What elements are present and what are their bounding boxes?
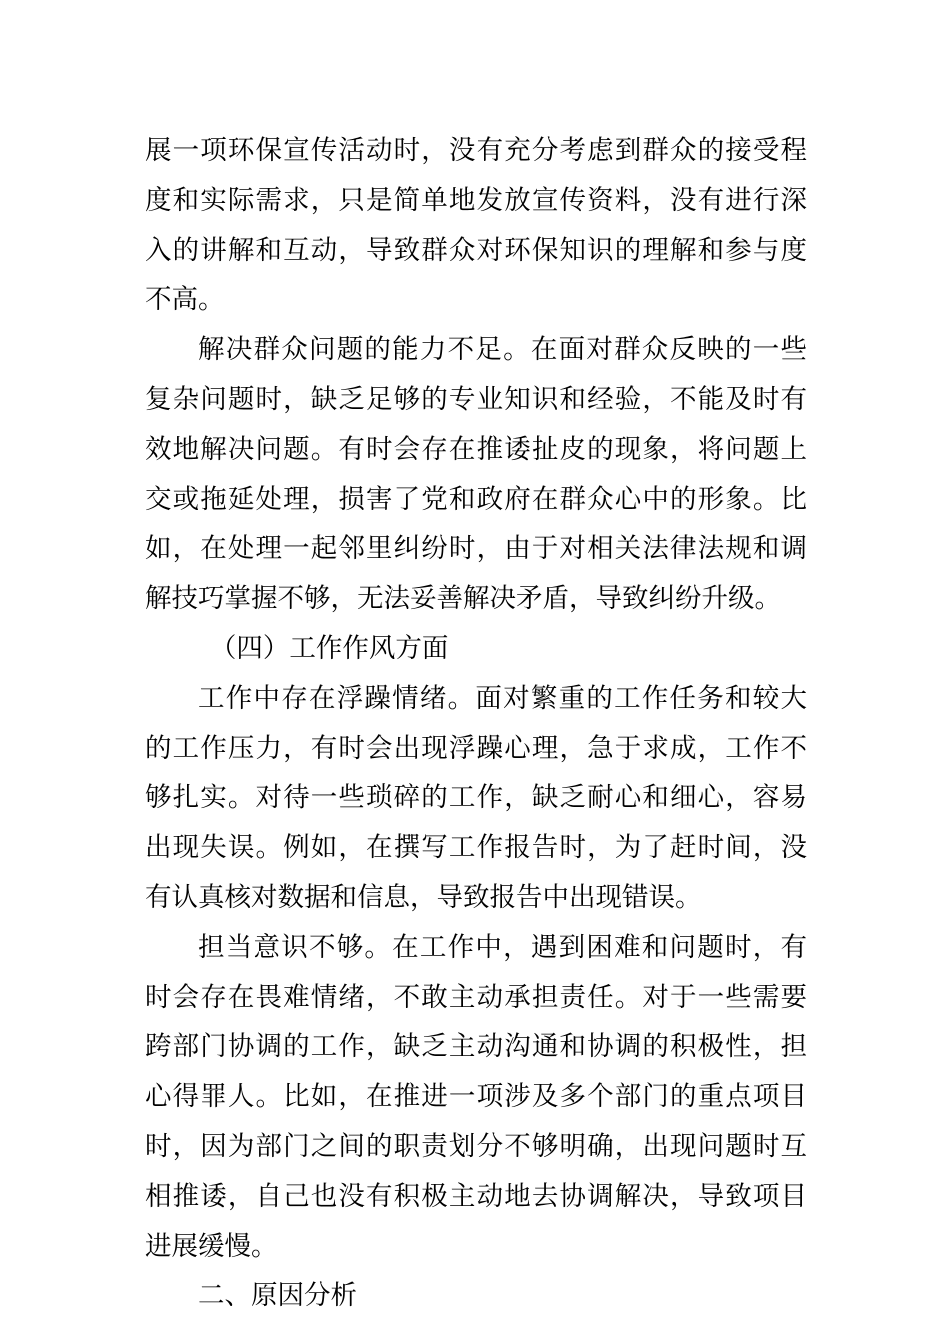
paragraph-continuation: 展一项环保宣传活动时，没有充分考虑到群众的接受程度和实际需求，只是简单地发放宣传资料，没有进行深入的讲解和互动，导致群众对环保知识的理解和参与度不高。: [145, 135, 807, 316]
section-subheading-work-style: （四）工作作风方面: [209, 632, 449, 664]
paragraph-problem-solving-ability: 解决群众问题的能力不足。在面对群众反映的一些复杂问题时，缺乏足够的专业知识和经验，不能及时有效地解决问题。有时会存在推诿扯皮的现象，将问题上交或拖延处理，损害了党和政府在群众心中的形象。比如，在处理一起邻里纠纷时，由于对相关法律法规和调解技巧掌握不够，无法妥善解决矛盾，导致纠纷升级。: [145, 334, 807, 615]
paragraph-impetuous-mood: 工作中存在浮躁情绪。面对繁重的工作任务和较大的工作压力，有时会出现浮躁心理，急于求成，工作不够扎实。对待一些琐碎的工作，缺乏耐心和细心，容易出现失误。例如，在撰写工作报告时，为了赶时间，没有认真核对数据和信息，导致报告中出现错误。: [145, 682, 807, 913]
document-body: [145, 126, 807, 1321]
paragraph-responsibility-awareness: 担当意识不够。在工作中，遇到困难和问题时，有时会存在畏难情绪，不敢主动承担责任。对于一些需要跨部门协调的工作，缺乏主动沟通和协调的积极性，担心得罪人。比如，在推进一项涉及多个部门的重点项目时，因为部门之间的职责划分不够明确，出现问题时互相推诿，自己也没有积极主动地去协调解决，导致项目进展缓慢。: [145, 931, 807, 1262]
section-heading-cause-analysis: 二、原因分析: [198, 1280, 357, 1312]
